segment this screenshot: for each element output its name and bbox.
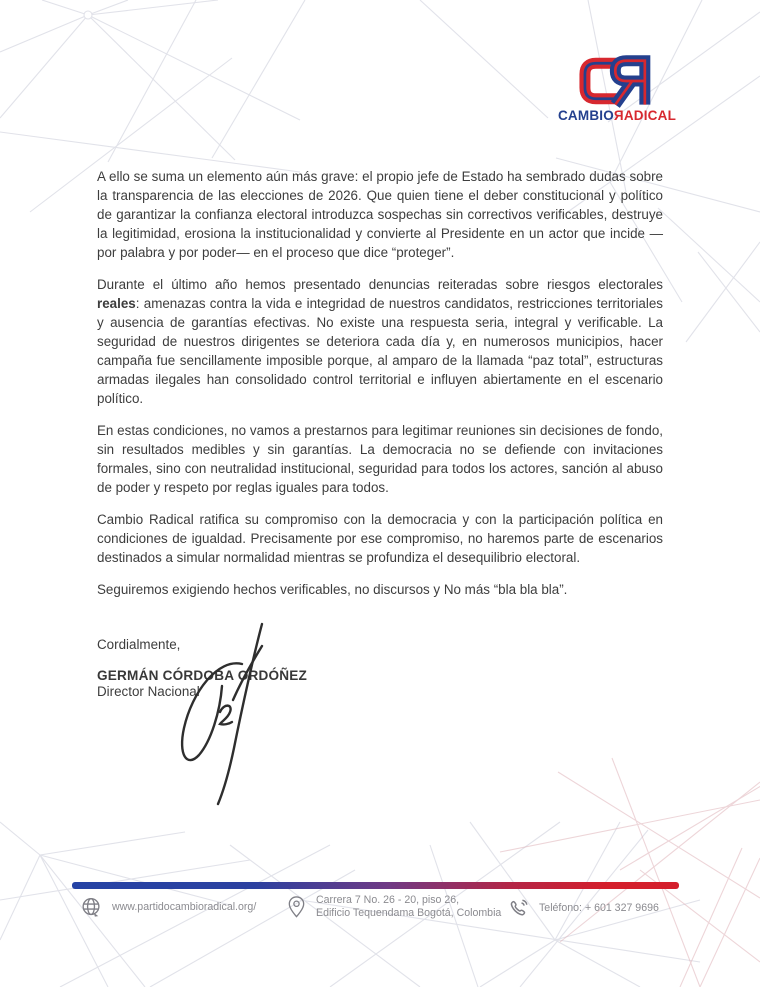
paragraph-2-pre: Durante el último año hemos presentado denuncias reiteradas sobre riesgos electorales	[97, 277, 663, 292]
paragraph-4: Cambio Radical ratifica su compromiso con la democracia y con la participación política en condiciones de igualdad. Precisamente por ese compromiso, no haremos parte de escenarios destinados a simular normalidad mientras se profundiza el desequilibrio electoral.	[97, 512, 663, 565]
paragraph-2-bold: reales	[97, 296, 136, 311]
footer-phone-text: Teléfono: + 601 327 9696	[539, 901, 659, 914]
footer-divider-bar	[72, 882, 679, 889]
closing-salutation: Cordialmente,	[97, 637, 181, 652]
letter-body	[97, 167, 663, 700]
paragraph-2	[97, 275, 663, 408]
phone-icon	[506, 896, 530, 920]
logo-cr-monogram	[573, 54, 661, 108]
signer-title: Director Nacional	[97, 684, 200, 699]
logo-word-radical: ЯADICAL	[613, 108, 677, 123]
logo	[552, 54, 682, 123]
signer-name: GERMÁN CÓRDOBA ORDÓÑEZ	[97, 668, 308, 683]
paragraph-5: Seguiremos exigiendo hechos verificables, no discursos y No más “bla bla bla”.	[97, 582, 568, 597]
footer-address-line2: Edificio Tequendama Bogotá, Colombia	[316, 907, 502, 919]
paragraph-3: En estas condiciones, no vamos a prestarnos para legitimar reuniones sin decisiones de fondo, sin resultados medibles y sin garantías. La democracia no se defiende con invitaciones formales, sino con neutralidad institucional, seguridad para todos los actores, sanción al abuso de poder y respeto por reglas iguales para todos.	[97, 423, 663, 495]
paragraph-2-post: : amenazas contra la vida e integridad de nuestros candidatos, restricciones territoriales y ausencia de garantías efectivas. No existe una respuesta seria, integral y verificable. La seguridad de nuestros dirigentes se deteriora cada día y, en numerosos municipios, hacer campaña fue sencillamente imposible porque, al amparo de la llamada “paz total”, estructuras armadas ilegales han consolidado control territorial e influyen abiertamente en el escenario político.	[97, 296, 663, 406]
location-pin-icon	[286, 894, 307, 920]
footer-address-item	[286, 894, 501, 920]
globe-icon	[80, 896, 103, 919]
footer-address-text	[316, 894, 501, 920]
footer-website-item	[80, 896, 256, 919]
logo-wordmark	[552, 109, 682, 123]
logo-word-cambio: CAMBIO	[557, 108, 614, 123]
paragraph-1: A ello se suma un elemento aún más grave: el propio jefe de Estado ha sembrado dudas sobre la transparencia de las elecciones de 2026. Que quien tiene el deber constitucional y político de garantizar la confianza electoral introduzca sospechas sin correctivos verificables, destruye la legitimidad, erosiona la institucionalidad y convierte al Presidente en un actor que incide —por palabra y por poder— en el proceso que dice “proteger”.	[97, 169, 663, 260]
footer-website-text: www.partidocambioradical.org/	[112, 901, 257, 913]
footer-address-line1: Carrera 7 No. 26 - 20, piso 26,	[316, 894, 460, 906]
logo-letter-r-reversed	[615, 61, 645, 105]
footer-phone-item	[506, 896, 659, 920]
